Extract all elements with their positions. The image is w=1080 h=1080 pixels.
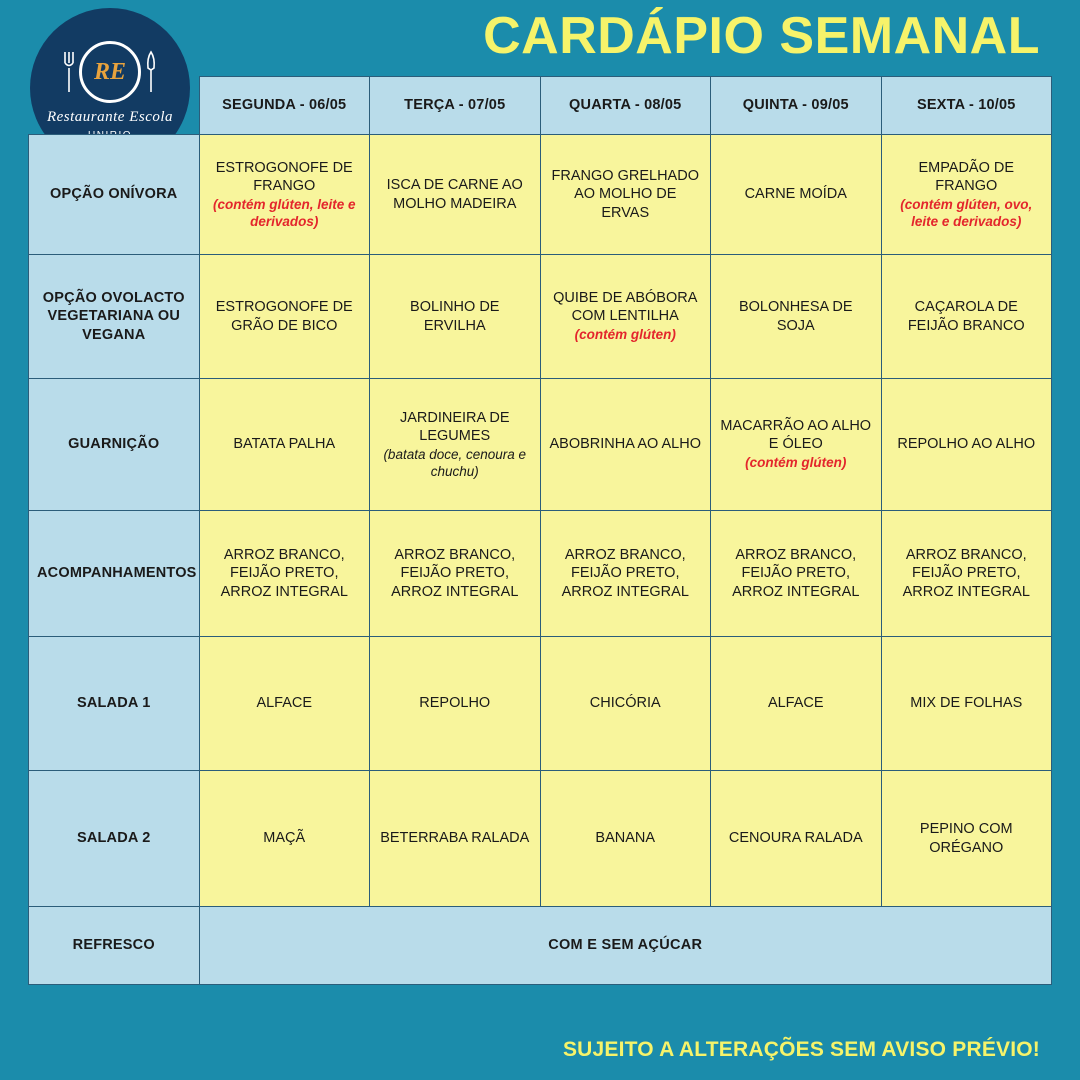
cell-vegetariana-sexta	[881, 255, 1052, 379]
cell-salada2-sexta	[881, 771, 1052, 907]
cell-text: REPOLHO	[419, 695, 491, 712]
cell-acompanhamentos-terca	[370, 511, 541, 637]
weekly-menu-table	[28, 76, 1052, 985]
allergen-note: (contém glúten, ovo, leite e derivados)	[900, 196, 1033, 229]
row-label-refresco: REFRESCO	[29, 907, 200, 985]
cell-acompanhamentos-quarta	[540, 511, 711, 637]
row-label-acompanhamentos: ACOMPANHAMENTOS	[29, 511, 200, 637]
cell-guarnicao-segunda	[199, 379, 370, 511]
row-label-guarnicao: GUARNIÇÃO	[29, 379, 200, 511]
row-label-salada-2: SALADA 2	[29, 771, 200, 907]
cell-text: MACARRÃO AO ALHO E ÓLEO	[720, 417, 872, 453]
cell-salada2-quinta	[711, 771, 882, 907]
allergen-note: (contém glúten)	[745, 455, 847, 471]
cell-text: BANANA	[595, 830, 656, 847]
cell-text: MAÇÃ	[263, 830, 306, 847]
cell-salada1-quinta	[711, 637, 882, 771]
cell-acompanhamentos-quinta	[711, 511, 882, 637]
cell-text: CHICÓRIA	[589, 695, 661, 712]
cell-onivora-terca	[370, 135, 541, 255]
table-row	[29, 135, 1052, 255]
cell-vegetariana-quinta	[711, 255, 882, 379]
cell-text: CENOURA RALADA	[728, 830, 863, 847]
cell-refresco-all-days: COM E SEM AÇÚCAR	[199, 907, 1052, 985]
cell-text: BOLONHESA DE SOJA	[738, 299, 853, 334]
cell-text: ARROZ BRANCO, FEIJÃO PRETO, ARROZ INTEGRAL	[902, 547, 1030, 600]
cell-text: ISCA DE CARNE AO MOLHO MADEIRA	[386, 177, 523, 212]
cell-text: BATATA PALHA	[233, 436, 336, 453]
allergen-note: (contém glúten, leite e derivados)	[212, 196, 356, 229]
row-label-onivora: OPÇÃO ONÍVORA	[29, 135, 200, 255]
table-row	[29, 255, 1052, 379]
cell-text: REPOLHO AO ALHO	[897, 436, 1036, 453]
cell-text: CARNE MOÍDA	[744, 186, 847, 203]
cell-text: MIX DE FOLHAS	[910, 695, 1023, 712]
cell-text: EMPADÃO DE FRANGO	[918, 159, 1015, 194]
cell-vegetariana-segunda	[199, 255, 370, 379]
table-row	[29, 907, 1052, 985]
cell-text: ALFACE	[767, 695, 824, 712]
cell-salada2-quarta	[540, 771, 711, 907]
cell-text: ESTROGONOFE DE FRANGO	[215, 159, 353, 194]
cell-guarnicao-sexta	[881, 379, 1052, 511]
table-corner	[29, 77, 200, 135]
table-row	[29, 379, 1052, 511]
cell-acompanhamentos-sexta	[881, 511, 1052, 637]
allergen-note: (contém glúten)	[574, 327, 676, 343]
cell-salada1-terca	[370, 637, 541, 771]
cell-text: BETERRABA RALADA	[380, 830, 530, 847]
cell-text: JARDINEIRA DE LEGUMES	[399, 409, 510, 444]
cell-salada2-segunda	[199, 771, 370, 907]
cell-text: ESTROGONOFE DE GRÃO DE BICO	[215, 299, 353, 334]
logo-monogram: RE	[79, 41, 141, 103]
day-header-quinta: QUINTA - 09/05	[711, 77, 882, 135]
cell-vegetariana-terca	[370, 255, 541, 379]
cell-salada2-terca	[370, 771, 541, 907]
cell-salada1-quarta	[540, 637, 711, 771]
cell-text: PEPINO COM ORÉGANO	[919, 821, 1013, 856]
logo-name: Restaurante Escola	[46, 109, 174, 125]
footer-note: SUJEITO A ALTERAÇÕES SEM AVISO PRÉVIO!	[562, 1038, 1040, 1061]
cell-salada1-segunda	[199, 637, 370, 771]
day-header-quarta: QUARTA - 08/05	[540, 77, 711, 135]
cell-text: ARROZ BRANCO, FEIJÃO PRETO, ARROZ INTEGRAL	[391, 547, 519, 600]
table-row	[29, 511, 1052, 637]
row-label-vegetariana: OPÇÃO OVOLACTO VEGETARIANA OU VEGANA	[29, 255, 200, 379]
cell-vegetariana-quarta	[540, 255, 711, 379]
cell-text: ABOBRINHA AO ALHO	[549, 436, 701, 453]
day-header-sexta: SEXTA - 10/05	[881, 77, 1052, 135]
cell-onivora-segunda	[199, 135, 370, 255]
table-row	[29, 771, 1052, 907]
cell-onivora-quinta	[711, 135, 882, 255]
cell-salada1-sexta	[881, 637, 1052, 771]
cell-text: ARROZ BRANCO, FEIJÃO PRETO, ARROZ INTEGRAL	[561, 547, 689, 600]
cell-text: ARROZ BRANCO, FEIJÃO PRETO, ARROZ INTEGRAL	[732, 547, 860, 600]
page-title: CARDÁPIO SEMANAL	[483, 7, 1040, 65]
cell-text: FRANGO GRELHADO AO MOLHO DE ERVAS	[551, 168, 699, 221]
day-header-terca: TERÇA - 07/05	[370, 77, 541, 135]
day-header-segunda: SEGUNDA - 06/05	[199, 77, 370, 135]
cell-text: ARROZ BRANCO, FEIJÃO PRETO, ARROZ INTEGRAL	[220, 547, 348, 600]
cell-subnote: (batata doce, cenoura e chuchu)	[383, 446, 527, 479]
cell-onivora-quarta	[540, 135, 711, 255]
row-label-salada-1: SALADA 1	[29, 637, 200, 771]
cell-guarnicao-quinta	[711, 379, 882, 511]
cell-guarnicao-terca	[370, 379, 541, 511]
cell-onivora-sexta	[881, 135, 1052, 255]
cell-text: QUIBE DE ABÓBORA COM LENTILHA	[553, 289, 698, 325]
cell-text: ALFACE	[256, 695, 313, 712]
cell-acompanhamentos-segunda	[199, 511, 370, 637]
table-header-row	[29, 77, 1052, 135]
cell-text: CAÇAROLA DE FEIJÃO BRANCO	[907, 299, 1025, 334]
cell-text: BOLINHO DE ERVILHA	[410, 299, 500, 334]
table-row	[29, 637, 1052, 771]
cell-guarnicao-quarta	[540, 379, 711, 511]
